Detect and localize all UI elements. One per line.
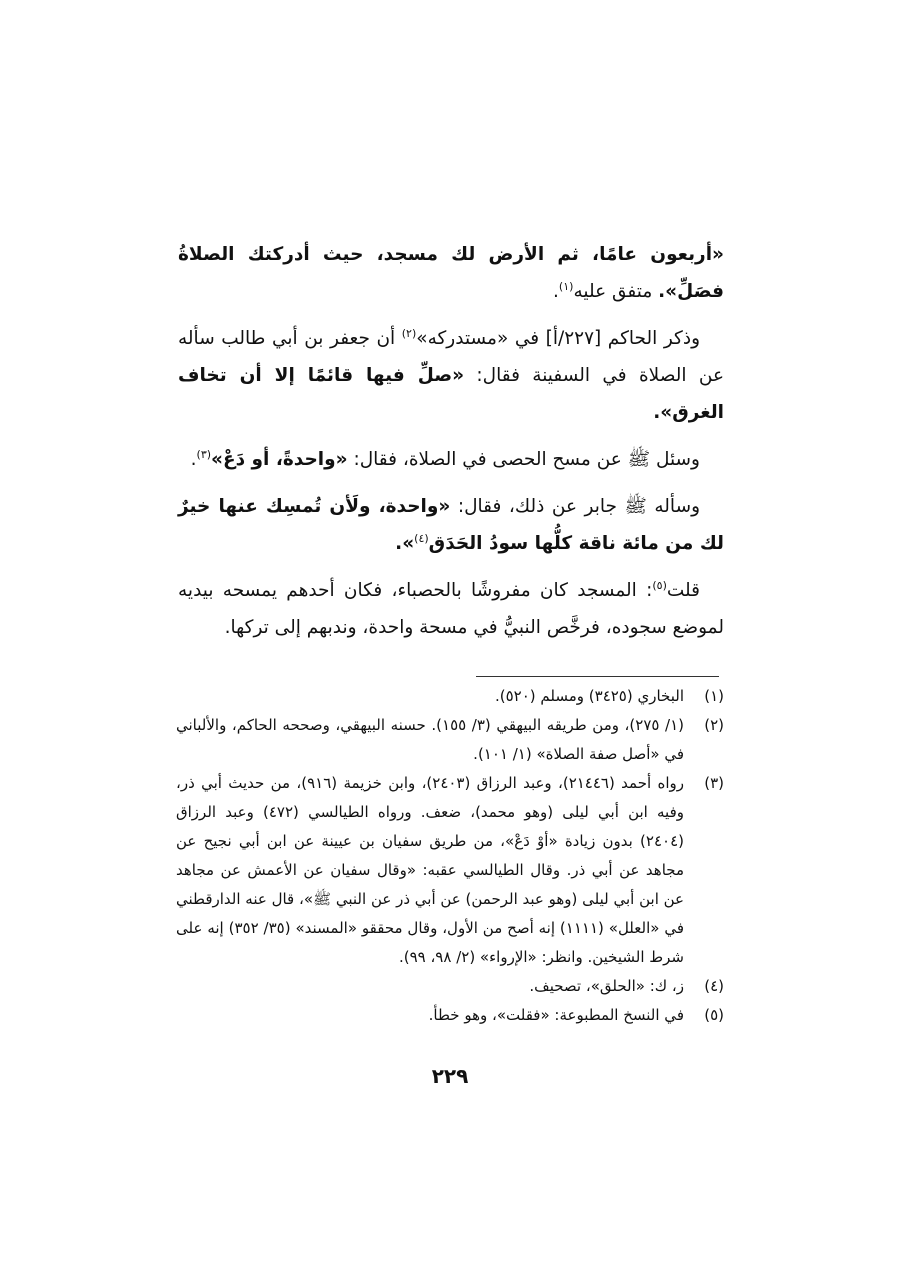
footnote-ref: (١) [558,279,574,293]
paragraph-5 [178,572,724,646]
footnote-text: رواه أحمد (٢١٤٤٦)، وعبد الرزاق (٢٤٠٣)، وابن خزيمة (٩١٦)، من حديث أبي ذر، وفيه ابن أبي ليلى (وهو محمد)، ضعف. ورواه الطيالسي (٤٧٢) وعبد الرزاق (٢٤٠٤) بدون زيادة «أوْ دَعْ»، من طريق سفيان بن عيينة عن ابن أبي نجيح عن مجاهد عن أبي ذر. وقال الطيالسي عقبه: «وقال سفيان عن الأعمش عن مجاهد عن ابن أبي ليلى (وهو عبد الرحمن) عن أبي ذر عن النبي ﷺ»، قال عنه الدارقطني في «العلل» (١١١١) إنه أصح من الأول، وقال محققو «المسند» (٣٥/ ٣٥٢) إنه على شرط الشيخين. وانظر: «الإرواء» (٢/ ٩٨، ٩٩). [175,774,685,966]
paragraph-2 [178,320,724,431]
footnote-ref: (٥) [652,578,667,592]
footnote-4 [176,972,724,1001]
footnote-text: (١/ ٢٧٥)، ومن طريقه البيهقي (٣/ ١٥٥). حسنه البيهقي، وصححه الحاكم، والألباني في «أصل صفة الصلاة» (١/ ١٠١). [176,716,684,763]
footnote-5 [176,1001,724,1030]
footnote-number: (٣) [704,774,724,792]
paragraph-4 [178,488,724,562]
hadith-quote: «صلِّ فيها قائمًا إلا أن تخاف الغرق». [178,365,724,423]
footnote-ref: (٤) [414,531,429,545]
footnotes [176,682,724,1030]
footnote-separator [476,676,719,677]
footnote-1 [176,682,724,711]
text-run: ». [395,533,415,554]
text-run: . [190,449,197,470]
text-run: متفق عليه [573,281,659,302]
hadith-quote: «أربعون عامًا، ثم الأرض لك مسجد، حيث أدركتك الصلاةُ فصَلِّ». [178,244,724,302]
footnote-ref: (٣) [196,447,212,461]
footnote-number: (٢) [704,716,724,734]
hadith-quote: «واحدة، ولَأن تُمسِك عنها خيرٌ لك من مائة ناقة كلُّها سودُ الحَدَق [178,496,724,554]
paragraph-3 [178,441,724,478]
footnote-2 [176,711,724,769]
paragraph-1: «أربعون عامًا، ثم الأرض لك مسجد، حيث أدركتك الصلاةُ فصَلِّ». متفق عليه$^{(١)}$. [178,244,724,302]
text-run: وسأله ﷺ جابر عن ذلك، فقال: [450,496,701,517]
text-run: وسئل ﷺ عن مسح الحصى في الصلاة، فقال: [347,449,700,470]
footnote-3 [176,769,724,972]
footnote-text: ز، ك: «الحلق»، تصحيف. [529,977,684,995]
text-run: أن جعفر بن أبي طالب سأله عن الصلاة في السفينة فقال: [178,328,724,386]
text-run: وذكر الحاكم [٢٢٧/أ] في «مستدركه» [416,328,701,349]
footnote-text: في النسخ المطبوعة: «فقلت»، وهو خطأ. [428,1006,684,1024]
footnote-ref: (٢) [401,326,417,340]
text-run: : المسجد كان مفروشًا بالحصباء، فكان أحدهم يمسحه بيديه لموضع سجوده، فرخَّص النبيُّ في مسحة واحدة، وندبهم إلى تركها. [178,580,724,638]
footnote-text: البخاري (٣٤٢٥) ومسلم (٥٢٠). [494,687,684,705]
hadith-quote: «واحدةً، أو دَعْ» [211,449,348,470]
footnote-number: (٥) [704,1006,724,1024]
page-number: ٢٢٩ [431,1064,469,1088]
footnote-number: (١) [704,687,724,705]
main-text [178,236,724,656]
footnote-number: (٤) [704,977,724,995]
text-run: قلت [666,580,700,601]
